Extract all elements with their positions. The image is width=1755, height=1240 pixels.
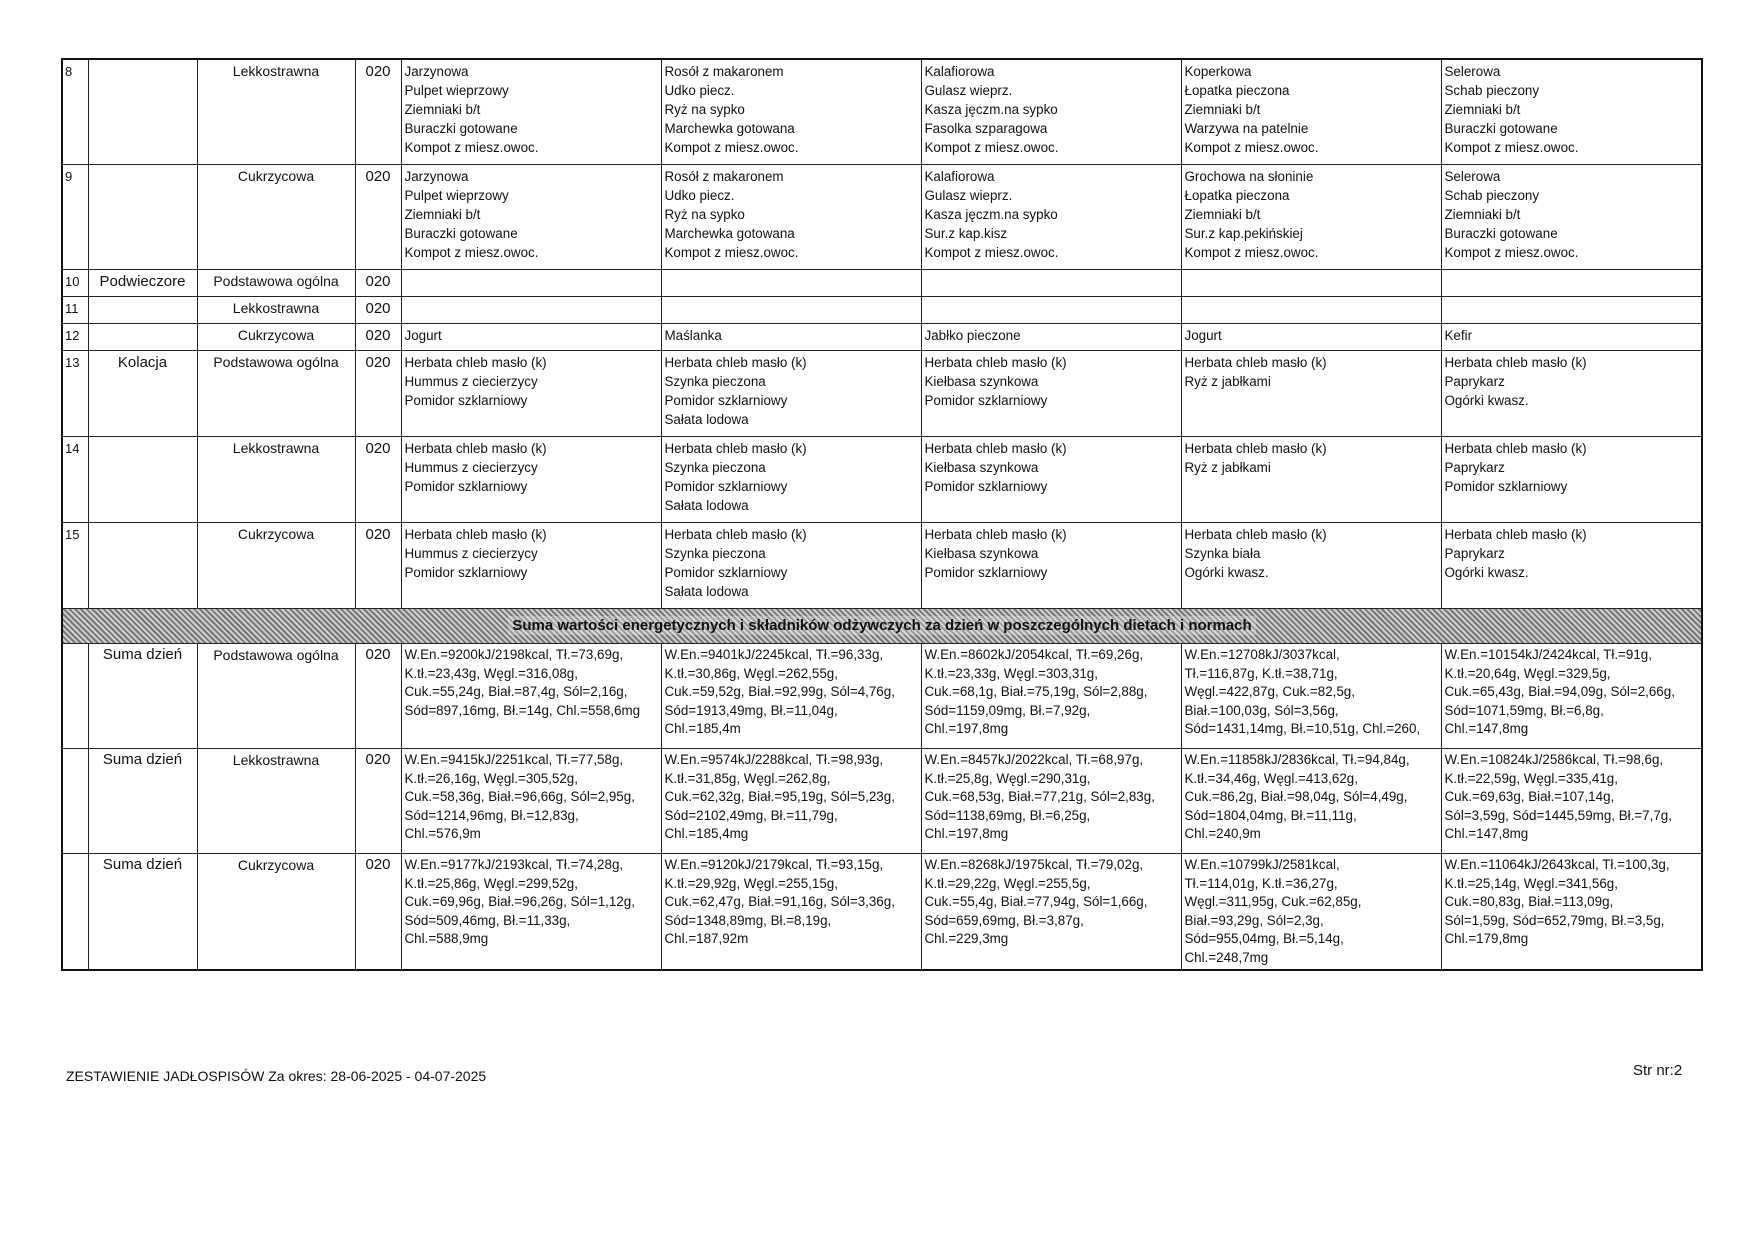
dish-line: Cuk.=69,96g, Biał.=96,26g, Sól=1,12g, — [404, 894, 635, 909]
day-3-cell — [921, 324, 1181, 351]
day-1-cell — [401, 644, 661, 749]
day-5-cell — [1441, 165, 1702, 270]
dish-line: Kasza jęczm.na sypko — [924, 102, 1058, 117]
summary-banner — [62, 609, 1702, 644]
dish-line: Cuk.=68,53g, Biał.=77,21g, Sól=2,83g, — [924, 789, 1155, 804]
menu-body — [62, 59, 1702, 970]
dish-line: Cuk.=62,32g, Biał.=95,19g, Sól=5,23g, — [664, 789, 895, 804]
dish-line: K.tł.=34,46g, Węgl.=413,62g, — [1184, 770, 1358, 786]
day-4-cell — [1181, 324, 1441, 351]
dish-line: Sur.z kap.kisz — [924, 226, 1008, 241]
dish-line: W.En.=10154kJ/2424kcal, Tł.=91g, — [1444, 647, 1652, 662]
dish-line: Kompot z miesz.owoc. — [1184, 140, 1319, 155]
dish-line: Gulasz wieprz. — [924, 188, 1013, 203]
dish-line: Cuk.=68,1g, Biał.=75,19g, Sól=2,88g, — [924, 684, 1148, 699]
diet-code: 020 — [355, 165, 401, 270]
dish-line: Sałata lodowa — [664, 412, 749, 427]
dish-line: Schab pieczony — [1444, 83, 1540, 98]
day-1-cell — [401, 270, 661, 297]
diet-code: 020 — [355, 854, 401, 971]
dish-line: Marchewka gotowana — [664, 121, 795, 136]
dish-line: Pomidor szklarniowy — [924, 393, 1048, 408]
day-3-cell — [921, 749, 1181, 854]
dish-line: K.tł.=23,43g, Węgl.=316,08g, — [404, 665, 578, 681]
day-2-cell — [661, 644, 921, 749]
dish-line: W.En.=10799kJ/2581kcal, — [1184, 857, 1340, 872]
dish-line: Szynka pieczona — [664, 546, 766, 561]
dish-line: Ryż na sypko — [664, 207, 745, 222]
dish-line: Cuk.=80,83g, Biał.=113,09g, — [1444, 894, 1614, 909]
dish-line: Herbata chleb masło (k) — [404, 441, 547, 456]
dish-line: K.tł.=30,86g, Węgl.=262,55g, — [664, 665, 838, 681]
day-1-cell — [401, 437, 661, 523]
dish-line: Sur.z kap.pekińskiej — [1184, 226, 1303, 241]
dish-line: Sód=897,16mg, Bł.=14g, Chl.=558,6mg — [404, 702, 641, 718]
row-number: 12 — [62, 324, 88, 351]
menu-row — [62, 351, 1702, 437]
row-number: 14 — [62, 437, 88, 523]
dish-line: Szynka biała — [1184, 546, 1261, 561]
dish-line: Łopatka pieczona — [1184, 83, 1290, 98]
row-number: 11 — [62, 297, 88, 324]
day-3-cell — [921, 437, 1181, 523]
dish-line: Chl.=588,9mg — [404, 931, 489, 946]
dish-line: Rosół z makaronem — [664, 64, 784, 79]
dish-line: Sól=3,59g, Sód=1445,59mg, Bł.=7,7g, — [1444, 807, 1672, 823]
dish-line: W.En.=9401kJ/2245kcal, Tł.=96,33g, — [664, 647, 884, 662]
day-3-cell — [921, 270, 1181, 297]
dish-line: Fasolka szparagowa — [924, 121, 1048, 136]
dish-line: Kompot z miesz.owoc. — [1184, 245, 1319, 260]
day-3-cell — [921, 523, 1181, 609]
dish-line: Pomidor szklarniowy — [404, 393, 528, 408]
meal-name — [88, 165, 197, 270]
diet-code: 020 — [355, 749, 401, 854]
dish-line: K.tł.=26,16g, Węgl.=305,52g, — [404, 770, 578, 786]
day-2-cell — [661, 165, 921, 270]
dish-line: Kompot z miesz.owoc. — [1444, 140, 1579, 155]
dish-line: Ziemniaki b/t — [1184, 102, 1261, 117]
dish-line: Chl.=147,8mg — [1444, 826, 1529, 841]
dish-line: Chl.=197,8mg — [924, 826, 1009, 841]
dish-line: Herbata chleb masło (k) — [1444, 441, 1587, 456]
diet-name: Lekkostrawna — [197, 297, 355, 324]
dish-line: W.En.=10824kJ/2586kcal, Tł.=98,6g, — [1444, 752, 1664, 767]
row-number: 15 — [62, 523, 88, 609]
dish-line: Kompot z miesz.owoc. — [664, 140, 799, 155]
dish-line: Paprykarz — [1444, 460, 1505, 475]
meal-name — [88, 297, 197, 324]
dish-line: Sód=1138,69mg, Bł.=6,25g, — [924, 807, 1091, 823]
dish-line: Kiełbasa szynkowa — [924, 546, 1039, 561]
dish-line: K.tł.=20,64g, Węgl.=329,5g, — [1444, 665, 1611, 681]
dish-line: Kiełbasa szynkowa — [924, 460, 1039, 475]
dish-line: Pomidor szklarniowy — [664, 479, 788, 494]
day-3-cell — [921, 644, 1181, 749]
dish-line: K.tł.=29,22g, Węgl.=255,5g, — [924, 875, 1091, 891]
dish-line: Pomidor szklarniowy — [404, 565, 528, 580]
summary-label: Suma dzień — [88, 854, 197, 971]
dish-line: Jarzynowa — [404, 169, 469, 184]
dish-line: Sód=955,04mg, Bł.=5,14g, — [1184, 931, 1344, 946]
dish-line: W.En.=11064kJ/2643kcal, Tł.=100,3g, — [1444, 857, 1670, 872]
dish-line: Kompot z miesz.owoc. — [924, 140, 1059, 155]
dish-line: Cuk.=62,47g, Biał.=91,16g, Sól=3,36g, — [664, 894, 895, 909]
dish-line: K.tł.=25,86g, Węgl.=299,52g, — [404, 875, 578, 891]
dish-line: Cuk.=65,43g, Biał.=94,09g, Sól=2,66g, — [1444, 684, 1675, 699]
day-3-cell — [921, 165, 1181, 270]
dish-line: Cuk.=86,2g, Biał.=98,04g, Sól=4,49g, — [1184, 789, 1408, 804]
dish-line: Paprykarz — [1444, 546, 1505, 561]
dish-line: Paprykarz — [1444, 374, 1505, 389]
dish-line: Schab pieczony — [1444, 188, 1540, 203]
dish-line: Ziemniaki b/t — [1184, 207, 1261, 222]
dish-line: K.tł.=22,59g, Węgl.=335,41g, — [1444, 770, 1618, 786]
dish-line: Sód=1913,49mg, Bł.=11,04g, — [664, 702, 838, 718]
dish-line: Sód=1159,09mg, Bł.=7,92g, — [924, 702, 1091, 718]
dish-line: Kasza jęczm.na sypko — [924, 207, 1058, 222]
diet-code: 020 — [355, 437, 401, 523]
diet-name: Lekkostrawna — [197, 59, 355, 165]
dish-line: W.En.=9415kJ/2251kcal, Tł.=77,58g, — [404, 752, 624, 767]
dish-line: Kalafiorowa — [924, 169, 995, 184]
menu-table — [61, 58, 1703, 971]
dish-line: Jogurt — [404, 328, 442, 343]
dish-line: Herbata chleb masło (k) — [664, 355, 807, 370]
dish-line: Jabłko pieczone — [924, 328, 1021, 343]
menu-row — [62, 270, 1702, 297]
day-1-cell — [401, 854, 661, 971]
dish-line: Szynka pieczona — [664, 374, 766, 389]
dish-line: Udko piecz. — [664, 83, 735, 98]
day-2-cell — [661, 59, 921, 165]
menu-row — [62, 324, 1702, 351]
day-1-cell — [401, 165, 661, 270]
meal-name: Podwieczore — [88, 270, 197, 297]
dish-line: Sód=1348,89mg, Bł.=8,19g, — [664, 912, 832, 928]
dish-line: Warzywa na patelnie — [1184, 121, 1309, 136]
summary-label: Suma dzień — [88, 749, 197, 854]
diet-name: Cukrzycowa — [197, 523, 355, 609]
day-5-cell — [1441, 351, 1702, 437]
dish-line: Biał.=100,03g, Sól=3,56g, — [1184, 702, 1339, 718]
menu-row — [62, 59, 1702, 165]
diet-name: Cukrzycowa — [197, 165, 355, 270]
row-number — [62, 644, 88, 749]
meal-name — [88, 59, 197, 165]
dish-line: Pulpet wieprzowy — [404, 188, 509, 203]
day-2-cell — [661, 854, 921, 971]
dish-line: Herbata chleb masło (k) — [1444, 355, 1587, 370]
dish-line: Chl.=248,7mg — [1184, 949, 1269, 965]
dish-line: Herbata chleb masło (k) — [664, 441, 807, 456]
row-number: 9 — [62, 165, 88, 270]
dish-line: Koperkowa — [1184, 64, 1252, 79]
day-5-cell — [1441, 437, 1702, 523]
dish-line: Kompot z miesz.owoc. — [924, 245, 1059, 260]
dish-line: Herbata chleb masło (k) — [1184, 527, 1327, 542]
dish-line: Maślanka — [664, 328, 722, 343]
dish-line: Selerowa — [1444, 64, 1501, 79]
dish-line: Kiełbasa szynkowa — [924, 374, 1039, 389]
dish-line: Cuk.=58,36g, Biał.=96,66g, Sól=2,95g, — [404, 789, 635, 804]
day-4-cell — [1181, 59, 1441, 165]
diet-code: 020 — [355, 324, 401, 351]
dish-line: Grochowa na słoninie — [1184, 169, 1314, 184]
dish-line: Buraczki gotowane — [404, 121, 518, 136]
dish-line: Udko piecz. — [664, 188, 735, 203]
day-2-cell — [661, 437, 921, 523]
dish-line: Pomidor szklarniowy — [924, 565, 1048, 580]
dish-line: W.En.=8268kJ/1975kcal, Tł.=79,02g, — [924, 857, 1144, 872]
day-3-cell — [921, 59, 1181, 165]
dish-line: Hummus z ciecierzycy — [404, 546, 538, 561]
dish-line: Chl.=147,8mg — [1444, 721, 1529, 736]
dish-line: Kompot z miesz.owoc. — [1444, 245, 1579, 260]
dish-line: Szynka pieczona — [664, 460, 766, 475]
day-4-cell — [1181, 749, 1441, 854]
dish-line: Ziemniaki b/t — [404, 102, 481, 117]
dish-line: Ogórki kwasz. — [1184, 565, 1269, 580]
diet-code: 020 — [355, 297, 401, 324]
day-1-cell — [401, 59, 661, 165]
dish-line: Herbata chleb masło (k) — [924, 527, 1067, 542]
dish-line: Chl.=187,92m — [664, 931, 749, 946]
dish-line: Buraczki gotowane — [1444, 226, 1558, 241]
dish-line: Kompot z miesz.owoc. — [404, 140, 539, 155]
dish-line: Tł.=116,87g, K.tł.=38,71g, — [1184, 665, 1338, 681]
dish-line: W.En.=8602kJ/2054kcal, Tł.=69,26g, — [924, 647, 1144, 662]
day-4-cell — [1181, 644, 1441, 749]
diet-name: Cukrzycowa — [197, 324, 355, 351]
dish-line: Jogurt — [1184, 328, 1222, 343]
diet-name: Podstawowa ogólna — [197, 351, 355, 437]
dish-line: Sód=509,46mg, Bł.=11,33g, — [404, 912, 571, 928]
dish-line: Pomidor szklarniowy — [404, 479, 528, 494]
day-4-cell — [1181, 523, 1441, 609]
menu-row — [62, 165, 1702, 270]
day-1-cell — [401, 749, 661, 854]
dish-line: Ziemniaki b/t — [1444, 207, 1521, 222]
dish-line: Herbata chleb masło (k) — [404, 355, 547, 370]
footer-title: ZESTAWIENIE JADŁOSPISÓW Za okres: 28-06-2025 - 04-07-2025 — [66, 1068, 487, 1084]
dish-line: W.En.=12708kJ/3037kcal, — [1184, 647, 1340, 662]
summary-label: Suma dzień — [88, 644, 197, 749]
dish-line: Ogórki kwasz. — [1444, 393, 1529, 408]
meal-name — [88, 324, 197, 351]
dish-line: Herbata chleb masło (k) — [924, 441, 1067, 456]
dish-line: Sód=2102,49mg, Bł.=11,79g, — [664, 807, 838, 823]
summary-row — [62, 749, 1702, 854]
menu-row — [62, 437, 1702, 523]
day-5-cell — [1441, 297, 1702, 324]
day-1-cell — [401, 351, 661, 437]
dish-line: Sól=1,59g, Sód=652,79mg, Bł.=3,5g, — [1444, 912, 1665, 928]
day-3-cell — [921, 351, 1181, 437]
page-number: Str nr:2 — [1633, 1062, 1683, 1079]
dish-line: Jarzynowa — [404, 64, 469, 79]
dish-line: Rosół z makaronem — [664, 169, 784, 184]
summary-row — [62, 644, 1702, 749]
diet-code: 020 — [355, 59, 401, 165]
diet-code: 020 — [355, 523, 401, 609]
diet-code: 020 — [355, 270, 401, 297]
dish-line: Sód=1214,96mg, Bł.=12,83g, — [404, 807, 579, 823]
summary-banner-row — [62, 609, 1702, 644]
dish-line: Kefir — [1444, 328, 1473, 343]
diet-code: 020 — [355, 644, 401, 749]
dish-line: Buraczki gotowane — [1444, 121, 1558, 136]
dish-line: Cuk.=55,24g, Biał.=87,4g, Sól=2,16g, — [404, 684, 628, 699]
dish-line: Ryż na sypko — [664, 102, 745, 117]
dish-line: K.tł.=29,92g, Węgl.=255,15g, — [664, 875, 838, 891]
row-number — [62, 854, 88, 971]
diet-name: Cukrzycowa — [197, 854, 355, 971]
dish-line: Ziemniaki b/t — [404, 207, 481, 222]
diet-name: Podstawowa ogólna — [197, 270, 355, 297]
dish-line: Kalafiorowa — [924, 64, 995, 79]
day-4-cell — [1181, 270, 1441, 297]
day-2-cell — [661, 351, 921, 437]
day-3-cell — [921, 854, 1181, 971]
day-5-cell — [1441, 523, 1702, 609]
menu-row — [62, 523, 1702, 609]
day-2-cell — [661, 324, 921, 351]
dish-line: Pomidor szklarniowy — [664, 393, 788, 408]
dish-line: Pomidor szklarniowy — [664, 565, 788, 580]
dish-line: K.tł.=25,14g, Węgl.=341,56g, — [1444, 875, 1618, 891]
day-1-cell — [401, 297, 661, 324]
dish-line: W.En.=8457kJ/2022kcal, Tł.=68,97g, — [924, 752, 1144, 767]
summary-row — [62, 854, 1702, 971]
dish-line: Kompot z miesz.owoc. — [664, 245, 799, 260]
day-5-cell — [1441, 270, 1702, 297]
dish-line: Hummus z ciecierzycy — [404, 374, 538, 389]
dish-line: Chl.=229,3mg — [924, 931, 1009, 946]
row-number — [62, 749, 88, 854]
dish-line: Herbata chleb masło (k) — [404, 527, 547, 542]
day-2-cell — [661, 270, 921, 297]
dish-line: Kompot z miesz.owoc. — [404, 245, 539, 260]
diet-code: 020 — [355, 351, 401, 437]
day-4-cell — [1181, 437, 1441, 523]
dish-line: Sałata lodowa — [664, 584, 749, 599]
dish-line: K.tł.=25,8g, Węgl.=290,31g, — [924, 770, 1091, 786]
diet-name: Lekkostrawna — [197, 437, 355, 523]
day-5-cell — [1441, 854, 1702, 971]
day-1-cell — [401, 523, 661, 609]
dish-line: Chl.=197,8mg — [924, 721, 1009, 736]
dish-line: K.tł.=31,85g, Węgl.=262,8g, — [664, 770, 831, 786]
dish-line: Herbata chleb masło (k) — [1444, 527, 1587, 542]
dish-line: W.En.=11858kJ/2836kcal, Tł.=94,84g, — [1184, 752, 1410, 767]
dish-line: Łopatka pieczona — [1184, 188, 1290, 203]
meal-name — [88, 523, 197, 609]
dish-line: Pomidor szklarniowy — [924, 479, 1048, 494]
day-2-cell — [661, 749, 921, 854]
dish-line: Ziemniaki b/t — [1444, 102, 1521, 117]
row-number: 8 — [62, 59, 88, 165]
dish-line: Sód=1071,59mg, Bł.=6,8g, — [1444, 702, 1604, 718]
dish-line: Biał.=93,29g, Sól=2,3g, — [1184, 912, 1324, 928]
dish-line: Hummus z ciecierzycy — [404, 460, 538, 475]
menu-row — [62, 297, 1702, 324]
dish-line: Cuk.=55,4g, Biał.=77,94g, Sól=1,66g, — [924, 894, 1148, 909]
day-4-cell — [1181, 165, 1441, 270]
dish-line: Herbata chleb masło (k) — [924, 355, 1067, 370]
day-3-cell — [921, 297, 1181, 324]
dish-line: Sód=1804,04mg, Bł.=11,11g, — [1184, 807, 1357, 823]
dish-line: W.En.=9200kJ/2198kcal, Tł.=73,69g, — [404, 647, 624, 662]
dish-line: Buraczki gotowane — [404, 226, 518, 241]
dish-line: Pulpet wieprzowy — [404, 83, 509, 98]
dish-line: Herbata chleb masło (k) — [664, 527, 807, 542]
day-5-cell — [1441, 644, 1702, 749]
dish-line: Węgl.=311,95g, Cuk.=62,85g, — [1184, 894, 1362, 909]
day-1-cell — [401, 324, 661, 351]
day-4-cell — [1181, 297, 1441, 324]
row-number: 10 — [62, 270, 88, 297]
dish-line: W.En.=9177kJ/2193kcal, Tł.=74,28g, — [404, 857, 624, 872]
dish-line: Ryż z jabłkami — [1184, 460, 1271, 475]
diet-name: Lekkostrawna — [197, 749, 355, 854]
dish-line: Herbata chleb masło (k) — [1184, 355, 1327, 370]
dish-line: Chl.=240,9m — [1184, 826, 1261, 841]
day-2-cell — [661, 523, 921, 609]
dish-line: Herbata chleb masło (k) — [1184, 441, 1327, 456]
dish-line: Sód=659,69mg, Bł.=3,87g, — [924, 912, 1084, 928]
day-5-cell — [1441, 324, 1702, 351]
dish-line: Cuk.=69,63g, Biał.=107,14g, — [1444, 789, 1615, 804]
day-5-cell — [1441, 749, 1702, 854]
dish-line: Cuk.=59,52g, Biał.=92,99g, Sól=4,76g, — [664, 684, 895, 699]
dish-line: Gulasz wieprz. — [924, 83, 1013, 98]
dish-line: W.En.=9574kJ/2288kcal, Tł.=98,93g, — [664, 752, 884, 767]
dish-line: Ogórki kwasz. — [1444, 565, 1529, 580]
dish-line: Węgl.=422,87g, Cuk.=82,5g, — [1184, 684, 1355, 699]
day-2-cell — [661, 297, 921, 324]
day-5-cell — [1441, 59, 1702, 165]
dish-line: W.En.=9120kJ/2179kcal, Tł.=93,15g, — [664, 857, 884, 872]
dish-line: Ryż z jabłkami — [1184, 374, 1271, 389]
dish-line: K.tł.=23,33g, Węgl.=303,31g, — [924, 665, 1098, 681]
summary-banner-text: Suma wartości energetycznych i składników odżywczych za dzień w poszczególnych dietach i normach — [508, 616, 1255, 635]
dish-line: Chl.=185,4mg — [664, 826, 749, 841]
meal-name: Kolacja — [88, 351, 197, 437]
day-4-cell — [1181, 854, 1441, 971]
dish-line: Sód=1431,14mg, Bł.=10,51g, Chl.=260, — [1184, 721, 1421, 736]
diet-name: Podstawowa ogólna — [197, 644, 355, 749]
dish-line: Chl.=185,4m — [664, 721, 741, 736]
dish-line: Chl.=576,9m — [404, 826, 481, 841]
dish-line: Marchewka gotowana — [664, 226, 795, 241]
dish-line: Sałata lodowa — [664, 498, 749, 513]
meal-name — [88, 437, 197, 523]
dish-line: Selerowa — [1444, 169, 1501, 184]
dish-line: Chl.=179,8mg — [1444, 931, 1529, 946]
dish-line: Tł.=114,01g, K.tł.=36,27g, — [1184, 875, 1338, 891]
row-number: 13 — [62, 351, 88, 437]
dish-line: Pomidor szklarniowy — [1444, 479, 1568, 494]
day-4-cell — [1181, 351, 1441, 437]
